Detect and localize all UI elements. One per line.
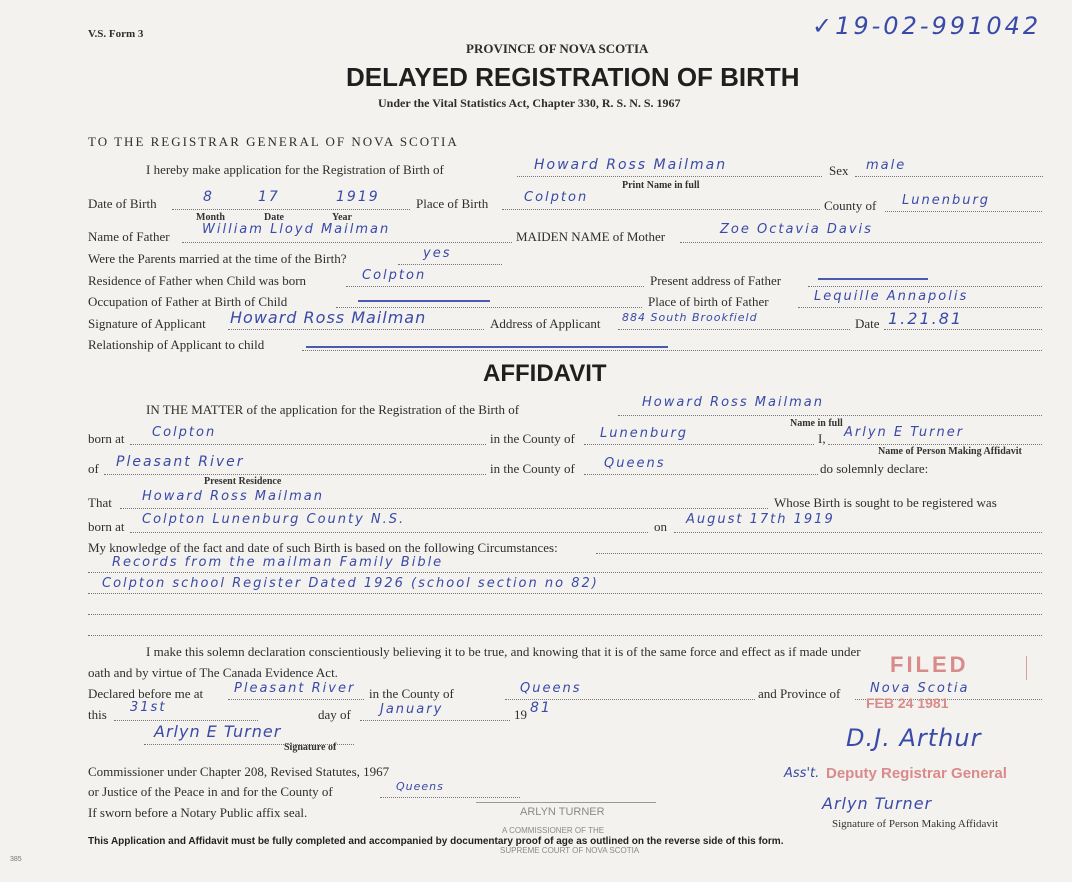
affidavit-title: AFFIDAVIT [483, 360, 607, 387]
affiant-signature-caption: Signature of Person Making Affidavit [832, 818, 998, 830]
residence-county-field[interactable]: Queens [604, 456, 666, 471]
relationship-label: Relationship of Applicant to child [88, 337, 265, 352]
sex-label: Sex [829, 163, 849, 178]
county-field[interactable]: Lunenburg [902, 193, 991, 208]
date-caption: Date [264, 212, 284, 223]
father-birthplace-label: Place of birth of Father [648, 294, 769, 309]
affidavit-child-name[interactable]: Howard Ross Mailman [642, 395, 824, 410]
filed-date-stamp: FEB 24 1981 [866, 695, 949, 711]
dob-month-field[interactable]: 8 [203, 189, 214, 205]
that-name-field[interactable]: Howard Ross Mailman [142, 489, 324, 504]
i-label: I, [818, 431, 826, 446]
place-label: Place of Birth [416, 196, 489, 211]
of-label: of [88, 461, 99, 476]
affidavit-county-field[interactable]: Lunenburg [600, 426, 689, 441]
notary-line: If sworn before a Notary Public affix seal. [88, 805, 308, 820]
solemn-declaration-2: oath and by virtue of The Canada Evidence Act. [88, 665, 338, 680]
father-field[interactable]: William Lloyd Mailman [202, 222, 391, 237]
handwritten-file-number: ✓19-02-991042 [812, 12, 1042, 40]
seal-name: ARLYN TURNER [520, 806, 605, 818]
whose-label: Whose Birth is sought to be registered was [774, 495, 997, 510]
declare-label: do solemnly declare: [820, 461, 929, 476]
name-in-full-caption: Name in full [790, 418, 843, 429]
circumstance-line-1[interactable]: Records from the mailman Family Bible [112, 555, 444, 570]
year-caption: Year [332, 212, 352, 223]
born-at-field[interactable]: Colpton [152, 425, 217, 440]
declared-county-label: in the County of [369, 686, 454, 701]
declared-at-field[interactable]: Pleasant River [234, 681, 356, 696]
signature-of-caption: Signature of [284, 742, 337, 753]
date-label: Date [855, 316, 880, 331]
justice-county-field[interactable]: Queens [396, 780, 444, 793]
address-field[interactable]: 884 South Brookfield [622, 311, 758, 324]
married-label: Were the Parents married at the time of the Birth? [88, 251, 347, 266]
year-suffix-field[interactable]: 81 [530, 700, 552, 716]
occupation-label: Occupation of Father at Birth of Child [88, 294, 288, 309]
footer-instructions: This Application and Affidavit must be fully completed and accompanied by documentary proof of age as outlined on the reverse side of this form. [88, 836, 784, 847]
month-caption: Month [196, 212, 225, 223]
knowledge-label: My knowledge of the fact and date of such Birth is based on the following Circumstances: [88, 540, 558, 555]
registrar-title-stamp: Deputy Registrar General [826, 765, 1007, 782]
province-heading: PROVINCE OF NOVA SCOTIA [466, 41, 649, 56]
affiant-signature[interactable]: Arlyn Turner [822, 794, 933, 813]
present-address-label: Present address of Father [650, 273, 782, 288]
commissioner-signature[interactable]: Arlyn E Turner [154, 722, 282, 741]
dob-label: Date of Birth [88, 196, 157, 211]
married-field[interactable]: yes [423, 246, 452, 261]
address-label: Address of Applicant [490, 316, 601, 331]
dob-date-field[interactable]: 17 [258, 189, 280, 205]
apply-label: I hereby make application for the Registration of Birth of [146, 162, 444, 177]
form-title: DELAYED REGISTRATION OF BIRTH [346, 62, 800, 92]
mother-field[interactable]: Zoe Octavia Davis [720, 222, 873, 237]
province-field[interactable]: Nova Scotia [870, 681, 970, 696]
affiant-name-field[interactable]: Arlyn E Turner [844, 425, 965, 440]
place-field[interactable]: Colpton [524, 190, 589, 205]
month-field[interactable]: January [380, 702, 444, 717]
commissioner-line: Commissioner under Chapter 208, Revised Statutes, 1967 [88, 764, 390, 779]
residence-field[interactable]: Colpton [362, 268, 427, 283]
this-label: this [88, 707, 107, 722]
affiant-residence-field[interactable]: Pleasant River [116, 454, 245, 470]
county-label: County of [824, 198, 877, 213]
print-name-caption: Print Name in full [622, 180, 700, 191]
seal-line-2: SUPREME COURT OF NOVA SCOTIA [500, 846, 640, 855]
date-field[interactable]: 1.21.81 [888, 309, 964, 328]
res-county-label: in the County of [490, 461, 575, 476]
residence-label: Residence of Father when Child was born [88, 273, 307, 288]
that-label: That [88, 495, 112, 510]
on-label: on [654, 519, 667, 534]
child-name-field[interactable]: Howard Ross Mailman [534, 157, 728, 173]
signature-label: Signature of Applicant [88, 316, 206, 331]
born-at-label: born at [88, 431, 125, 446]
corner-number: 385 [10, 856, 22, 863]
assistant-prefix: Ass't. [784, 766, 820, 781]
born-place-field[interactable]: Colpton Lunenburg County N.S. [142, 512, 406, 527]
filed-stamp: FILED [890, 652, 969, 677]
matter-label: IN THE MATTER of the application for the Registration of the Birth of [146, 402, 520, 417]
affiant-caption: Name of Person Making Affidavit [878, 446, 1022, 457]
solemn-declaration-1: I make this solemn declaration conscientiously believing it to be true, and knowing that it is of the same force and effect as if made under [146, 644, 861, 659]
day-of-label: day of [318, 707, 351, 722]
justice-label: or Justice of the Peace in and for the County of [88, 784, 333, 799]
applicant-signature[interactable]: Howard Ross Mailman [230, 308, 427, 327]
father-birthplace-field[interactable]: Lequille Annapolis [814, 289, 969, 304]
circumstance-line-2[interactable]: Colpton school Register Dated 1926 (school section no 82) [102, 576, 599, 591]
father-label: Name of Father [88, 229, 170, 244]
mother-label: MAIDEN NAME of Mother [516, 229, 666, 244]
declared-label: Declared before me at [88, 686, 204, 701]
sex-field[interactable]: male [866, 158, 907, 173]
registrar-signature[interactable]: D.J. Arthur [846, 724, 982, 752]
residence-caption: Present Residence [204, 476, 282, 487]
day-field[interactable]: 31st [130, 700, 167, 715]
province-label: and Province of [758, 686, 841, 701]
form-number: V.S. Form 3 [88, 28, 144, 40]
year-prefix: 19 [514, 707, 527, 722]
in-county-label: in the County of [490, 431, 575, 446]
born-date-field[interactable]: August 17th 1919 [686, 512, 835, 527]
born-at2-label: born at [88, 519, 125, 534]
form-subtitle: Under the Vital Statistics Act, Chapter 330, R. S. N. S. 1967 [378, 96, 681, 110]
addressee: TO THE REGISTRAR GENERAL OF NOVA SCOTIA [88, 134, 459, 149]
seal-line-1: A COMMISSIONER OF THE [502, 826, 605, 835]
declared-county-field[interactable]: Queens [520, 681, 582, 696]
dob-year-field[interactable]: 1919 [336, 189, 380, 205]
